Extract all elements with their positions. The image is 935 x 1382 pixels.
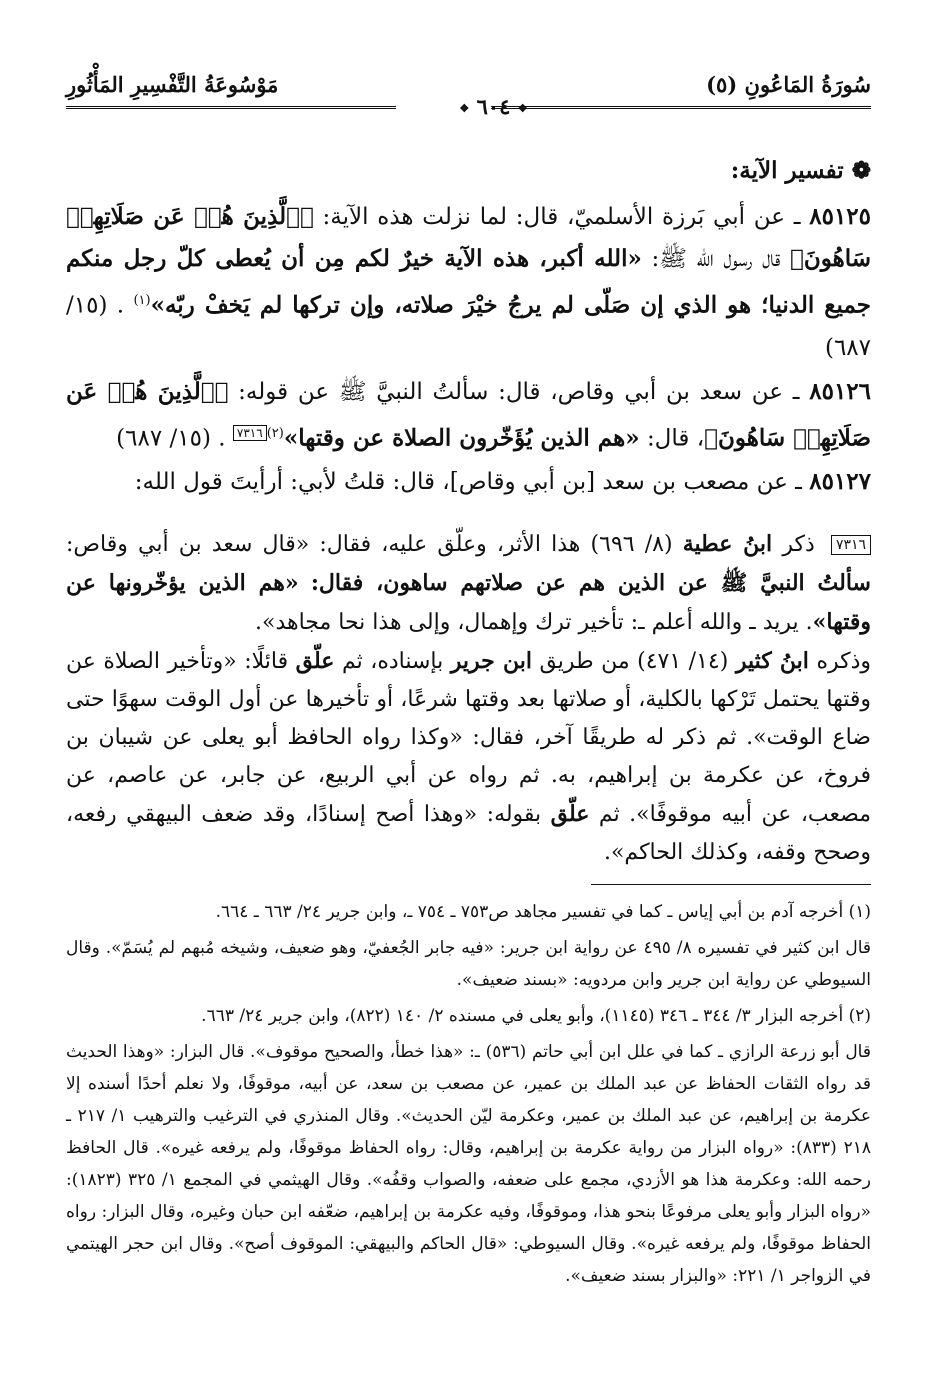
narration-number: ٨٥١٢٧ xyxy=(809,468,871,496)
text: وذكره xyxy=(816,649,871,674)
commentary-tag: ٧٣١٦ xyxy=(233,425,267,441)
text: (١٤/ ٤٧١) من طريق xyxy=(539,649,729,674)
text: سألتُ النبيَّ ﷺ عن الذين هم عن صلاتهم ساهون، فقال: xyxy=(310,570,871,596)
text: علّق xyxy=(295,648,335,674)
narration xyxy=(66,461,871,503)
hadith-text: «الله أكبر، هذه الآية خيرٌ لكم مِن أن يُعطى كلّ رجل منكم جميع الدنيا؛ هو الذي إن صَلّى لم يرجُ خيْرَ صلاته، وإن تركها لم يَخفْ ربّه» xyxy=(66,245,871,319)
header-rule-left xyxy=(66,106,396,109)
footnote: (١) أخرجه آدم بن أبي إياس ـ كما في تفسير مجاهد ص٧٥٣ ـ ٧٥٤ ـ، وابن جرير ٢٤/ ٦٦٣ ـ ٦٦٤. xyxy=(215,902,871,922)
commentary-block xyxy=(66,525,871,872)
narration-intro: ـ عن سعد بن أبي وقاص، قال: سألتُ النبيَّ ﷺ عن قوله: xyxy=(238,378,800,405)
footnotes xyxy=(66,896,871,1296)
narration-intro: ـ عن أبي بَرزة الأسلميّ، قال: لما نزلت هذه الآية: xyxy=(322,204,801,230)
footnote: (٢) أخرجه البزار ٣/ ٣٤٤ ـ ٣٤٦ (١١٤٥)، وأبو يعلى في مسنده ٢/ ١٤٠ (٨٢٢)، وابن جرير ٢٤/ ٦٦٣. xyxy=(201,1006,871,1026)
narration-intro: ـ عن مصعب بن سعد [بن أبي وقاص]، قال: قلتُ لأبي: أرأيتَ قول الله: xyxy=(134,469,802,496)
text: . يريد ـ والله أعلم ـ: تأخير ترك وإهمال، وإلى هذا نحا مجاهد». xyxy=(254,610,813,635)
narration-number: ٨٥١٢٥ xyxy=(809,203,872,230)
text: علّق xyxy=(550,801,590,827)
volume-reference: . (١٥/ ٦٨٧) xyxy=(116,425,226,452)
narration-mid: ، قال: xyxy=(646,425,705,452)
section-heading xyxy=(66,150,871,192)
text: قائلًا: «وتأخير الصلاة عن وقتها يحتمل تَرْكها بالكلية، أو صلاتها بعد وقتها شرعًا، أو تأخيرها عن أول الوقت سهوًا حتى ضاع الوقت». ثم ذكر له طريقًا آخر، فقال: «وكذا رواه الحافظ أبو يعلى عن شيبان بن فروخ، عن عكرمة بن إبراهيم، به. ثم رواه عن أبي الربيع، عن جابر، عن عاصم، عن مصعب، عن أبيه موقوفًا». ثم xyxy=(66,649,872,827)
flower-icon: ❁ xyxy=(851,157,871,184)
ornament-icon: ❖ xyxy=(459,102,470,115)
footnote-divider xyxy=(591,884,871,885)
text: بإسناده، ثم xyxy=(341,649,444,674)
footnote-marker: (٢) xyxy=(266,425,284,441)
surah-title: سُورَةُ المَاعُونِ (٥) xyxy=(706,72,871,97)
commentary-paragraph xyxy=(66,642,871,872)
scholar-name: ابن جرير xyxy=(450,648,532,674)
volume-reference: . (١٥/ ٦٨٧) xyxy=(66,292,871,361)
text: ذكر xyxy=(782,532,815,557)
commentary-paragraph xyxy=(66,525,871,642)
quran-verse: ﴿ٱلَّذِينَ هُمۡ عَن صَلَاتِهِمۡ سَاهُونَ﴾ xyxy=(66,377,871,452)
ornament-icon: ❖ xyxy=(517,102,528,115)
footnote-marker: (١) xyxy=(133,293,151,308)
narration-mid: قال رسول الله ﷺ: xyxy=(651,246,781,272)
main-text xyxy=(66,150,871,505)
footnote: قال أبو زرعة الرازي ـ كما في علل ابن أبي حاتم (٥٣٦) ـ: «هذا خطأ، والصحيح موقوف». قال البزار: «وهذا الحديث قد رواه الثقات الحفاظ عن عبد الملك بن عمير، عن مصعب بن سعد، عن أبيه، موقوفًا، ولا نعلم أحدًا أسنده إلا عكرمة بن إبراهيم، عن عبد الملك بن عمير، وعكرمة ليّن الحديث». وقال المنذري في الترغيب والترهيب ١/ ٢١٧ ـ ٢١٨ (٨٣٣): «رواه البزار من رواية عكرمة بن إبراهيم، وقال: رواه الحفاظ موقوفًا، ولم يرفعه غيره». قال الحافظ رحمه الله: وعكرمة هذا هو الأزدي، مجمع على ضعفه، والصواب وقفُه». وقال الهيثمي في المجمع ١/ ٣٢٥ (١٨٢٣): «رواه البزار وأبو يعلى مرفوعًا بنحو هذا، وموقوفًا، وفيه عكرمة بن إبراهيم، ضعّفه ابن حبان وغيره، وقال البزار: رواه الحفاظ موقوفًا، ولم يرفعه غيره». وقال السيوطي: «قال الحاكم والبيهقي: الموقوف أصح». وقال ابن حجر الهيتمي في الزواجر ١/ ٢٢١: «والبزار بسند ضعيف». xyxy=(66,1042,871,1286)
hadith-text: «هم الذين يُؤَخّرون الصلاة عن وقتها» xyxy=(283,424,640,452)
quran-verse: ﴿ٱلَّذِينَ هُمۡ عَن صَلَاتِهِمۡ سَاهُونَ﴾ xyxy=(66,203,871,272)
commentary-tag: ٧٣١٦ xyxy=(831,535,871,555)
scholar-name: ابنُ عطية xyxy=(682,531,773,557)
document-page xyxy=(66,0,871,1382)
header-rule-right xyxy=(491,106,871,109)
running-header xyxy=(66,70,871,119)
narration xyxy=(66,371,871,460)
footnote: قال ابن كثير في تفسيره ٨/ ٤٩٥ عن رواية ابن جرير: «فيه جابر الجُعفيّ، وهو ضعيف، وشيخه مُبهم لم يُسَمّ». وقال السيوطي عن رواية ابن جرير وابن مردويه: «بسند ضعيف». xyxy=(66,938,872,990)
hadith-text: «هم الذين يؤخّرونها عن وقتها» xyxy=(66,570,871,635)
narration xyxy=(66,196,871,369)
section-title: تفسير الآية: xyxy=(730,157,844,184)
page-number-value: ٦٠٤ xyxy=(476,94,511,119)
text: بقوله: «وهذا أصح إسنادًا، وقد ضعف البيهقي رفعه، وصحح وقفه، وكذلك الحاكم». xyxy=(66,802,871,865)
narration-number: ٨٥١٢٦ xyxy=(809,377,872,405)
page-number xyxy=(446,94,541,119)
text: (٨/ ٦٩٦) هذا الأثر، وعلّق عليه، فقال: «قال سعد بن أبي وقاص: xyxy=(66,532,673,557)
scholar-name: ابنُ كثير xyxy=(735,648,809,674)
book-title: مَوْسُوعَةُ التَّفْسِيرِ المَأْثُورِ xyxy=(66,72,279,97)
